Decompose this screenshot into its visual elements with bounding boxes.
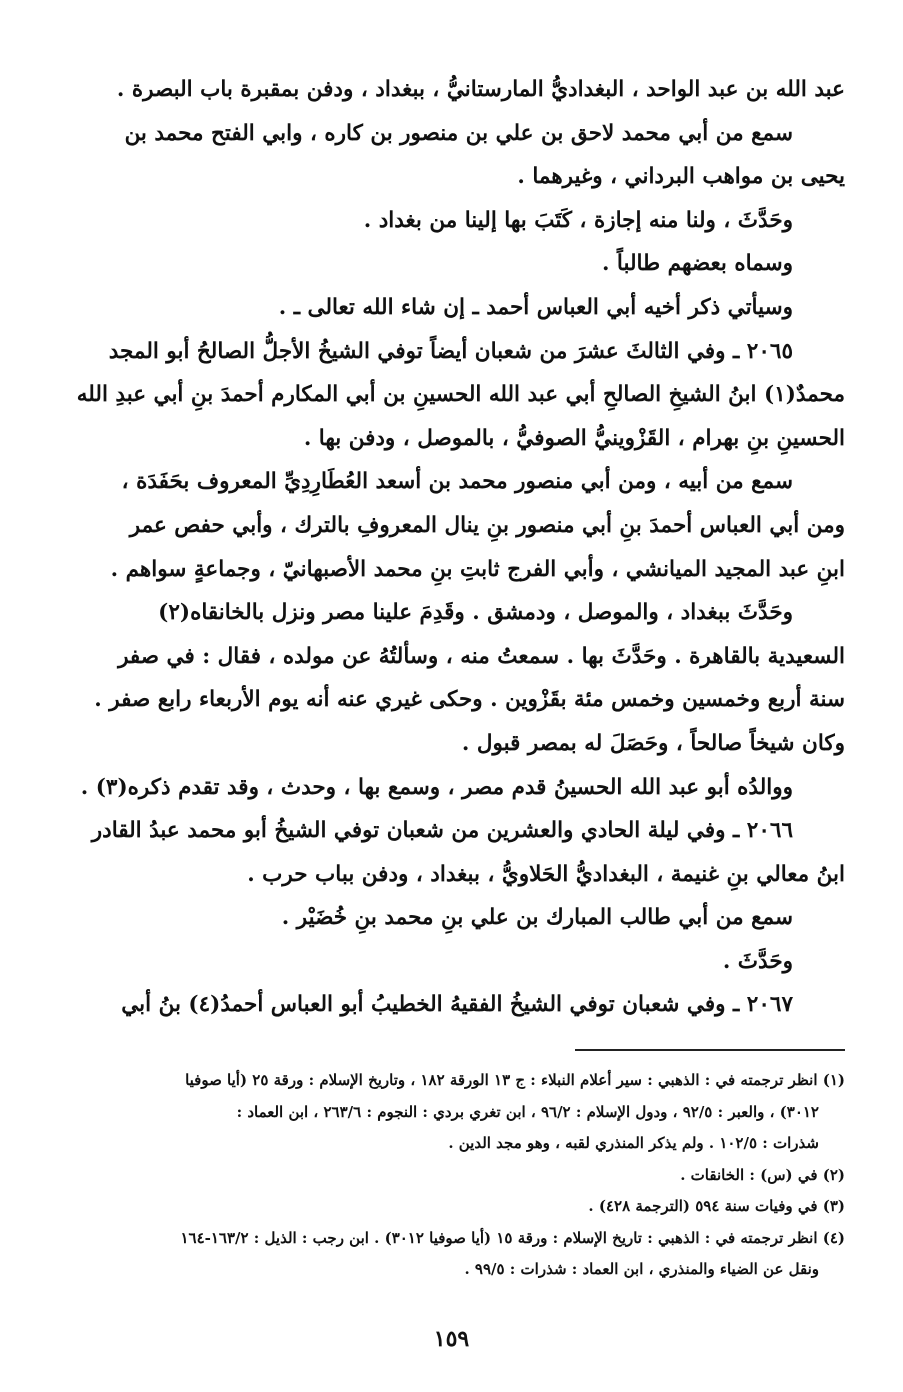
entry-heading-2065: ٢٠٦٥ ـ وفي الثالثَ عشرَ من شعبان أيضاً توفي الشيخُ الأجلُّ الصالحُ أبو المجد bbox=[108, 338, 793, 364]
text-line: سنة أربع وخمسين وخمس مئة بقَزْوين . وحكى غيري عنه أنه يوم الأربعاء رابع صفر . bbox=[94, 687, 845, 713]
entry-heading-2066: ٢٠٦٦ ـ وفي ليلة الحادي والعشرين من شعبان توفي الشيخُ أبو محمد عبدُ القادر bbox=[91, 818, 793, 844]
text-line: ابنِ عبد المجيد الميانشي ، وأبي الفرج ثابتِ بنِ محمد الأصبهانيّ ، وجماعةٍ سواهم . bbox=[110, 556, 845, 582]
text-line: سمع من أبيه ، ومن أبي منصور محمد بن أسعد العُطَارِدِيِّ المعروف بحَفَدَة ، bbox=[121, 469, 793, 495]
page-number: ١٥٩ bbox=[433, 1326, 470, 1352]
entry-heading-2067: ٢٠٦٧ ـ وفي شعبان توفي الشيخُ الفقيهُ الخطيبُ أبو العباس أحمدُ(٤) بنُ أبي bbox=[121, 992, 793, 1018]
footnote-divider bbox=[575, 1049, 845, 1051]
text-line: وكان شيخاً صالحاً ، وحَصَلَ له بمصر قبول . bbox=[461, 730, 845, 756]
text-line: ووالدُه أبو عبد الله الحسينُ قدم مصر ، وسمع بها ، وحدث ، وقد تقدم ذكره(٣) . bbox=[80, 774, 793, 800]
text-line: وحَدَّثَ ، ولنا منه إجازة ، كَتَبَ بها إلينا من بغداد . bbox=[363, 207, 793, 233]
text-line: سمع من أبي طالب المبارك بن علي بنِ محمد بنِ خُضَيْر . bbox=[281, 905, 793, 931]
text-line: وحَدَّثَ ببغداد ، والموصل ، ودمشق . وقَدِمَ علينا مصر ونزل بالخانقاه(٢) bbox=[158, 600, 793, 626]
text-line: محمدٌ(١) ابنُ الشيخِ الصالحِ أبي عبد الله الحسينِ بن أبي المكارم أحمدَ بنِ أبي عبدِ الله bbox=[76, 382, 845, 408]
text-line: ومن أبي العباس أحمدَ بنِ أبي منصور بنِ ينال المعروفِ بالترك ، وأبي حفص عمر bbox=[129, 512, 845, 538]
footnote-line: ٣٠١٢) ، والعبر : ٩٢/٥ ، ودول الإسلام : ٩٦/٢ ، ابن تغري بردي : النجوم : ٢٦٣/٦ ، ابن العماد : bbox=[236, 1102, 819, 1121]
text-line: وحَدَّثَ . bbox=[722, 948, 793, 974]
text-line: الحسينِ بنِ بهرام ، القَزْوينيُّ الصوفيُّ ، بالموصل ، ودفن بها . bbox=[303, 425, 845, 451]
footnote-line: (١) انظر ترجمته في : الذهبي : سير أعلام النبلاء : ج ١٣ الورقة ١٨٢ ، وتاريخ الإسلام : ورقة ٢٥ (أيا صوفيا bbox=[185, 1071, 845, 1090]
text-line: وسيأتي ذكر أخيه أبي العباس أحمد ـ إن شاء الله تعالى ـ . bbox=[278, 294, 793, 320]
footnote-line: شذرات : ١٠٢/٥ . ولم يذكر المنذري لقبه ، وهو مجد الدين . bbox=[448, 1134, 819, 1153]
text-line: عبد الله بن عبد الواحد ، البغداديُّ المارستانيُّ ، ببغداد ، ودفن بمقبرة باب البصرة . bbox=[116, 77, 845, 102]
text-line: يحيى بن مواهب البرداني ، وغيرهما . bbox=[517, 164, 845, 190]
text-line: السعيدية بالقاهرة . وحَدَّثَ بها . سمعتُ منه ، وسألتُهُ عن مولده ، فقال : في صفر bbox=[118, 643, 845, 669]
main-text bbox=[58, 68, 845, 1027]
text-line: سمع من أبي محمد لاحق بن علي بن منصور بن كاره ، وابي الفتح محمد بن bbox=[124, 120, 793, 146]
text-line: ابنُ معالي بنِ غنيمة ، البغداديُّ الحَلاويُّ ، ببغداد ، ودفن بباب حرب . bbox=[247, 861, 845, 887]
footnote-line: (٣) في وفيات سنة ٥٩٤ (الترجمة ٤٢٨) . bbox=[588, 1197, 845, 1216]
text-line: وسماه بعضهم طالباً . bbox=[601, 251, 793, 277]
footnote-line: (٢) في (س) : الخانقات . bbox=[680, 1165, 845, 1184]
footnote-line: ونقل عن الضياء والمنذري ، ابن العماد : شذرات : ٩٩/٥ . bbox=[464, 1260, 819, 1279]
footnotes bbox=[58, 1065, 845, 1286]
footnote-line: (٤) انظر ترجمته في : الذهبي : تاريخ الإسلام : ورقة ١٥ (أيا صوفيا ٣٠١٢) . ابن رجب : الذيل : ١٦٣/٢-١٦٤ bbox=[180, 1228, 845, 1247]
